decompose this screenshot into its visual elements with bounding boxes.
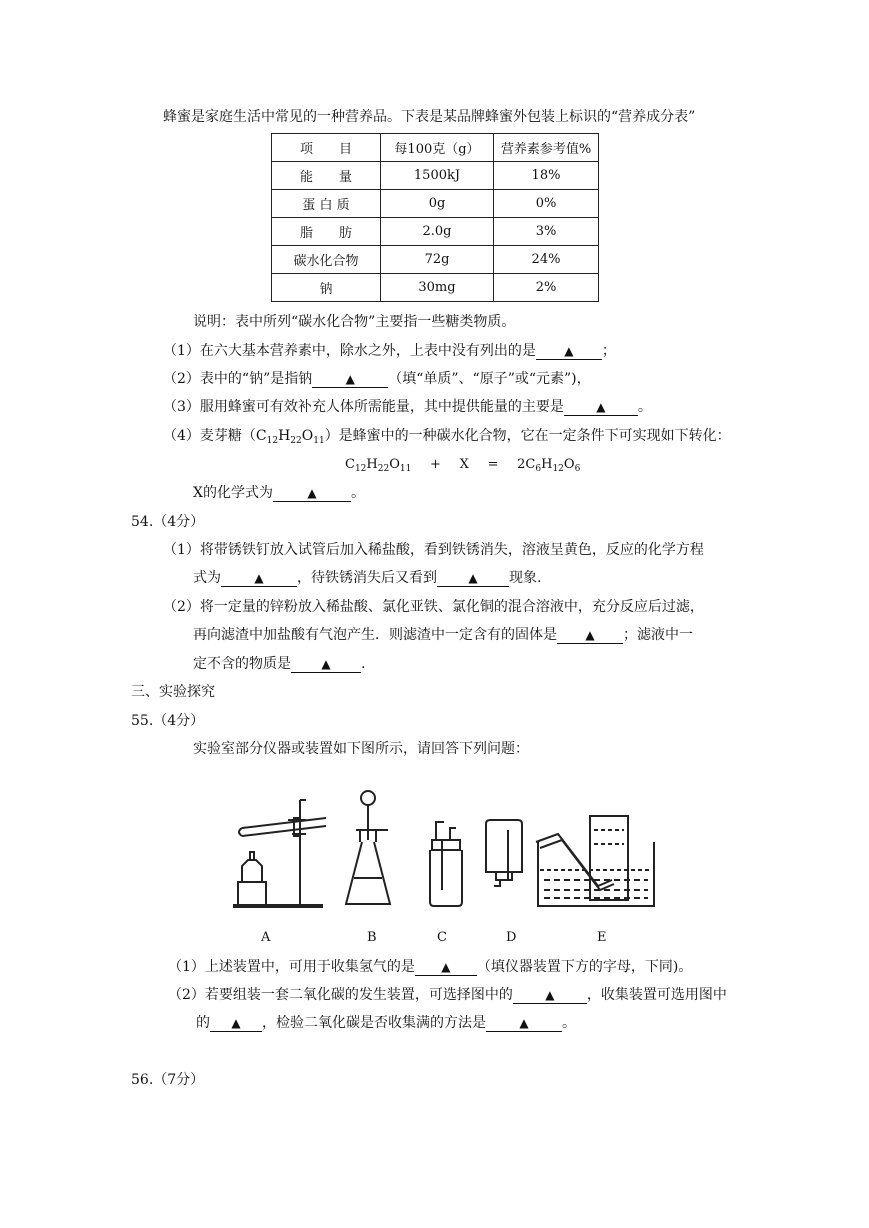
- table-cell: 1500kJ: [381, 162, 494, 190]
- q54-part1-line2: [193, 569, 541, 587]
- question-text: 的: [196, 1015, 210, 1031]
- triangle-icon: ▲: [468, 571, 478, 585]
- apparatus-a: [233, 800, 326, 906]
- q55-part2-line2: [196, 1014, 576, 1032]
- triangle-icon: ▲: [321, 657, 331, 671]
- table-row: [272, 162, 599, 190]
- table-row: [272, 274, 599, 302]
- subscript: 22: [377, 464, 390, 474]
- question-text: 。: [637, 399, 652, 415]
- triangle-icon: ▲: [585, 628, 595, 642]
- q56-title: 56.（7分）: [131, 1072, 205, 1088]
- question-text: ，检验二氧化碳是否收集满的方法是: [262, 1015, 486, 1031]
- table-cell: 碳水化合物: [272, 246, 381, 274]
- triangle-icon: ▲: [254, 571, 264, 585]
- question-text: 定不含的物质是: [193, 656, 291, 672]
- formula: C: [345, 457, 355, 472]
- q54-title: 54.（4分）: [131, 514, 205, 530]
- answer-blank[interactable]: [221, 569, 297, 587]
- table-header-row: [272, 134, 599, 162]
- q53-part1: [163, 342, 616, 360]
- table-cell: 3%: [494, 218, 599, 246]
- triangle-icon: ▲: [441, 960, 451, 974]
- formula: H: [541, 457, 553, 472]
- q55-title: 55.（4分）: [131, 713, 205, 729]
- table-row: [272, 218, 599, 246]
- formula: X: [459, 457, 469, 472]
- question-text: 现象.: [509, 570, 542, 586]
- triangle-icon: ▲: [307, 486, 317, 500]
- table-note: 说明：表中所列“碳水化合物”主要指一些糖类物质。: [193, 314, 516, 330]
- q55-part2-line1: [168, 986, 727, 1004]
- subscript: 12: [266, 436, 279, 446]
- answer-blank[interactable]: [513, 986, 587, 1004]
- table-cell: 18%: [494, 162, 599, 190]
- q53-part4b: [193, 484, 365, 502]
- apparatus-c: [430, 822, 462, 906]
- table-cell: 2%: [494, 274, 599, 302]
- table-cell: 钠: [272, 274, 381, 302]
- triangle-icon: ▲: [564, 344, 574, 358]
- table-cell: 30mg: [381, 274, 494, 302]
- subscript: 11: [399, 464, 412, 474]
- q53-part3: [163, 398, 652, 416]
- question-text: （填“单质”、“原子”或“元素”)，: [388, 371, 591, 387]
- subscript: 11: [313, 436, 325, 446]
- triangle-icon: ▲: [519, 1016, 529, 1030]
- question-text: O: [301, 428, 314, 444]
- table-row: [272, 246, 599, 274]
- apparatus-d: [486, 820, 522, 886]
- table-cell: 脂 肪: [272, 218, 381, 246]
- question-text: ）是蜂蜜中的一种碳水化合物，它在一定条件下可实现如下转化：: [324, 428, 731, 444]
- q54-part1-line1: （1）将带锈铁钉放入试管后加入稀盐酸，看到铁锈消失，溶液呈黄色，反应的化学方程: [163, 542, 704, 558]
- lab-apparatus-figure: [228, 790, 668, 918]
- q53-part2: [163, 370, 591, 388]
- q55-part1: [168, 958, 692, 976]
- table-row: [272, 190, 599, 218]
- question-text: ，收集装置可选用图中: [586, 987, 727, 1003]
- answer-blank[interactable]: [210, 1014, 262, 1032]
- question-text: （4）麦芽糖（C: [163, 428, 267, 444]
- q54-part2-line3: [193, 655, 365, 673]
- table-cell: 蛋 白 质: [272, 190, 381, 218]
- question-text: （2）若要组装一套二氧化碳的发生装置，可选择图中的: [168, 987, 513, 1003]
- formula: O: [389, 457, 400, 472]
- question-text: （2）表中的“钠”是指钠: [163, 371, 313, 387]
- answer-blank[interactable]: [437, 569, 509, 587]
- figure-label-a: A: [261, 930, 271, 945]
- subscript: 6: [574, 464, 581, 474]
- equals-sign: =: [487, 457, 499, 472]
- figure-label-c: C: [437, 930, 447, 945]
- table-cell: 0g: [381, 190, 494, 218]
- question-text: （1）在六大基本营养素中，除水之外，上表中没有列出的是: [163, 343, 536, 359]
- table-cell: 能 量: [272, 162, 381, 190]
- answer-blank[interactable]: [536, 342, 602, 360]
- subscript: 22: [290, 436, 302, 446]
- formula: 2C: [517, 457, 536, 472]
- question-text: ；: [601, 343, 616, 359]
- question-text: .: [361, 656, 366, 672]
- answer-blank[interactable]: [564, 398, 638, 416]
- figure-label-d: D: [506, 930, 517, 945]
- apparatus-b: [346, 791, 390, 904]
- triangle-icon: ▲: [345, 372, 355, 386]
- table-cell: 24%: [494, 246, 599, 274]
- answer-blank[interactable]: [486, 1014, 562, 1032]
- section-heading: 三、实验探究: [131, 684, 215, 700]
- question-text: （3）服用蜂蜜可有效补充人体所需能量，其中提供能量的主要是: [163, 399, 564, 415]
- q54-part2-line1: （2）将一定量的锌粉放入稀盐酸、氯化亚铁、氯化铜的混合溶液中，充分反应后过滤，: [163, 599, 704, 615]
- table-header: 每100克（g）: [381, 134, 494, 162]
- question-text: 。: [350, 485, 365, 501]
- question-text: （填仪器装置下方的字母，下同)。: [476, 959, 693, 975]
- q53-part4: [163, 427, 731, 445]
- nutrition-table: [271, 133, 599, 302]
- chemical-equation: [345, 456, 580, 474]
- question-text: 。: [562, 1015, 576, 1031]
- table-header: 营养素参考值%: [494, 134, 599, 162]
- subscript: 12: [354, 464, 367, 474]
- figure-label-b: B: [367, 930, 377, 945]
- figure-label-e: E: [597, 930, 607, 945]
- formula: O: [563, 457, 575, 472]
- question-text: （1）上述装置中，可用于收集氢气的是: [168, 959, 415, 975]
- plus-sign: +: [430, 457, 441, 472]
- formula: H: [366, 457, 378, 472]
- table-cell: 0%: [494, 190, 599, 218]
- subscript: 6: [535, 464, 542, 474]
- answer-blank[interactable]: [291, 655, 361, 673]
- intro-text: 蜂蜜是家庭生活中常见的一种营养品。下表是某品牌蜂蜜外包装上标识的“营养成分表”: [163, 109, 696, 125]
- apparatus-e: [536, 816, 654, 906]
- question-text: ；滤液中一: [623, 627, 693, 643]
- triangle-icon: ▲: [231, 1016, 241, 1030]
- answer-blank[interactable]: [273, 484, 351, 502]
- triangle-icon: ▲: [545, 988, 555, 1002]
- answer-blank[interactable]: [557, 626, 623, 644]
- question-text: 再向滤渣中加盐酸有气泡产生．则滤渣中一定含有的固体是: [193, 627, 557, 643]
- answer-blank[interactable]: [415, 958, 477, 976]
- subscript: 12: [552, 464, 564, 474]
- table-header: 项 目: [272, 134, 381, 162]
- question-text: 式为: [193, 570, 221, 586]
- answer-blank[interactable]: [312, 370, 388, 388]
- table-cell: 72g: [381, 246, 494, 274]
- triangle-icon: ▲: [596, 400, 606, 414]
- q54-part2-line2: [193, 626, 693, 644]
- question-text: H: [278, 428, 291, 444]
- question-text: X的化学式为: [193, 485, 273, 501]
- question-text: ，待铁锈消失后又看到: [297, 570, 437, 586]
- q55-intro: 实验室部分仪器或装置如下图所示，请回答下列问题：: [193, 741, 529, 757]
- table-cell: 2.0g: [381, 218, 494, 246]
